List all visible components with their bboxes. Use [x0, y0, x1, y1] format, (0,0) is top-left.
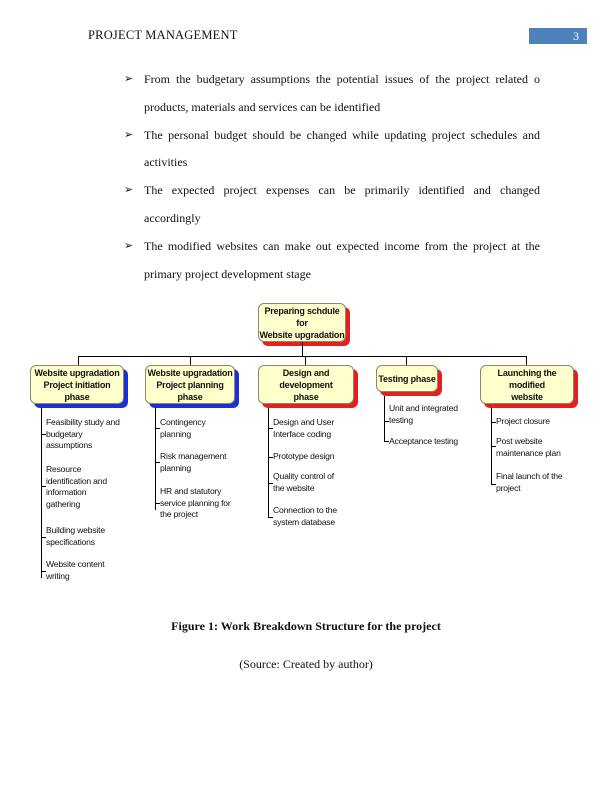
phase-label-line1: Testing phase: [378, 373, 436, 384]
task-text: Post website: [496, 436, 543, 446]
task-text: service planning for: [160, 497, 231, 508]
wbs-task: [496, 471, 562, 494]
task-text: information: [46, 487, 87, 497]
task-text: gathering: [46, 498, 81, 509]
connector-line: [302, 342, 303, 356]
task-text: Building website: [46, 525, 105, 535]
phase-label-line2: phase: [293, 391, 319, 402]
connector-line: [305, 356, 306, 365]
wbs-phase-launch: [480, 365, 574, 404]
task-text: Final launch of the: [496, 471, 563, 481]
wbs-task: [46, 525, 105, 548]
wbs-task: [389, 403, 458, 426]
task-text: Project closure: [496, 416, 550, 426]
task-text: planning: [160, 428, 191, 439]
wbs-phase-initiation: [30, 365, 124, 404]
connector-line: [190, 356, 191, 365]
task-text: writing: [46, 570, 70, 581]
task-text: Risk management: [160, 451, 227, 461]
connector-line: [78, 356, 79, 365]
bullet-text: From the budgetary assumptions the potential issues of the project related o products, materials and services can be identified: [144, 72, 540, 114]
wbs-root-node: [258, 303, 346, 342]
connector-line: [526, 356, 527, 365]
wbs-task: [273, 451, 334, 463]
wbs-task: [160, 486, 231, 521]
wbs-task: [496, 436, 561, 459]
task-text: HR and statutory: [160, 486, 222, 496]
phase-label-line1: Launching the modified: [497, 367, 557, 390]
task-text: Quality control of: [273, 471, 334, 481]
task-text: the project: [160, 509, 198, 519]
task-text: Prototype design: [273, 451, 335, 461]
bullet-item: [124, 233, 540, 289]
task-text: maintenance plan: [496, 447, 561, 458]
arrow-bullet-icon: ➢: [124, 239, 134, 252]
phase-label-line1: Design and development: [279, 367, 333, 390]
wbs-task: [46, 464, 107, 510]
wbs-task: [273, 417, 334, 440]
phase-label-line2: Project planning phase: [156, 379, 224, 402]
bullet-text: The modified websites can make out expected income from the project at the primary project development stage: [144, 238, 540, 281]
connector-line: [384, 396, 385, 442]
phase-label-line1: Website upgradation: [147, 367, 233, 378]
phase-label-line2: website: [511, 391, 543, 402]
figure-source: (Source: Created by author): [239, 657, 373, 671]
wbs-phase-testing: [376, 365, 438, 392]
wbs-root-line2: Website upgradation: [259, 329, 345, 340]
bullet-item: [124, 66, 540, 122]
wbs-task: [46, 417, 120, 452]
wbs-task: [46, 559, 104, 582]
wbs-task: [273, 505, 337, 528]
task-text: Connection to the: [273, 505, 337, 515]
task-text: Acceptance testing: [389, 436, 459, 446]
task-text: the website: [273, 482, 315, 493]
arrow-bullet-icon: ➢: [124, 184, 134, 197]
bullet-text: The expected project expenses can be primarily identified and changed accordingly: [144, 183, 540, 225]
phase-label-line1: Website upgradation: [34, 367, 120, 378]
connector-line: [78, 356, 527, 357]
bullet-list: [124, 66, 540, 288]
bullet-item: [124, 177, 540, 233]
wbs-task: [496, 416, 550, 428]
task-text: Design and User: [273, 417, 335, 427]
wbs-task: [273, 471, 334, 494]
wbs-task: [160, 451, 226, 474]
figure-caption: Figure 1: Work Breakdown Structure for the project: [171, 619, 441, 633]
wbs-root-line1: Preparing schdule for: [264, 305, 340, 328]
task-text: identification and: [46, 475, 107, 486]
wbs-phase-design: [258, 365, 354, 404]
task-text: budgetary: [46, 428, 83, 439]
connector-line: [268, 408, 269, 518]
task-text: Interface coding: [273, 428, 331, 439]
wbs-task: [389, 436, 458, 448]
arrow-bullet-icon: ➢: [124, 73, 134, 85]
connector-line: [155, 408, 156, 510]
bullet-item: [124, 122, 540, 178]
page-number-badge: 3: [529, 28, 587, 44]
task-text: project: [496, 482, 521, 493]
task-text: Unit and integrated: [389, 403, 458, 413]
task-text: Contingency: [160, 417, 206, 427]
connector-line: [406, 356, 407, 365]
wbs-phase-planning: [145, 365, 235, 404]
running-header-title: PROJECT MANAGEMENT: [88, 28, 238, 42]
wbs-task: [160, 417, 206, 440]
task-text: assumptions: [46, 440, 93, 450]
task-text: Website content: [46, 559, 105, 569]
task-text: testing: [389, 414, 413, 425]
bullet-text: The personal budget should be changed while updating project schedules and activities: [144, 127, 540, 170]
arrow-bullet-icon: ➢: [124, 128, 134, 141]
task-text: planning: [160, 462, 191, 473]
phase-label-line2: Project initiation phase: [43, 379, 111, 402]
task-text: specifications: [46, 536, 95, 547]
task-text: Resource: [46, 464, 82, 474]
task-text: system database: [273, 516, 335, 527]
task-text: Feasibility study and: [46, 417, 120, 427]
